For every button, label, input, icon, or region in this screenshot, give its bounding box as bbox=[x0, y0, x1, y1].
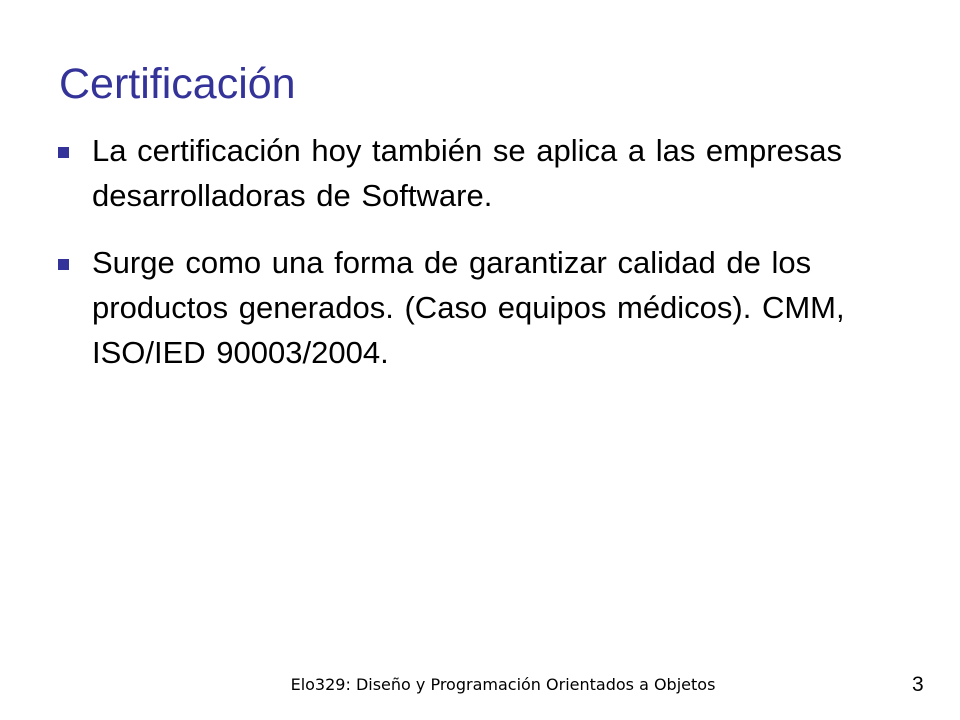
bullet-list bbox=[58, 128, 898, 397]
bullet-text: Surge como una forma de garantizar calidad de los productos generados. (Caso equipos médicos). CMM, ISO/IED 90003/2004. bbox=[92, 245, 845, 370]
bullet-item bbox=[58, 240, 898, 375]
bullet-item bbox=[58, 128, 898, 218]
slide-title: Certificación bbox=[59, 60, 296, 108]
page-number: 3 bbox=[912, 673, 924, 696]
square-bullet-icon bbox=[58, 259, 69, 270]
slide-footer: Elo329: Diseño y Programación Orientados a Objetos bbox=[290, 675, 716, 694]
square-bullet-icon bbox=[58, 147, 69, 158]
bullet-text: La certificación hoy también se aplica a las empresas desarrolladoras de Software. bbox=[92, 133, 843, 213]
